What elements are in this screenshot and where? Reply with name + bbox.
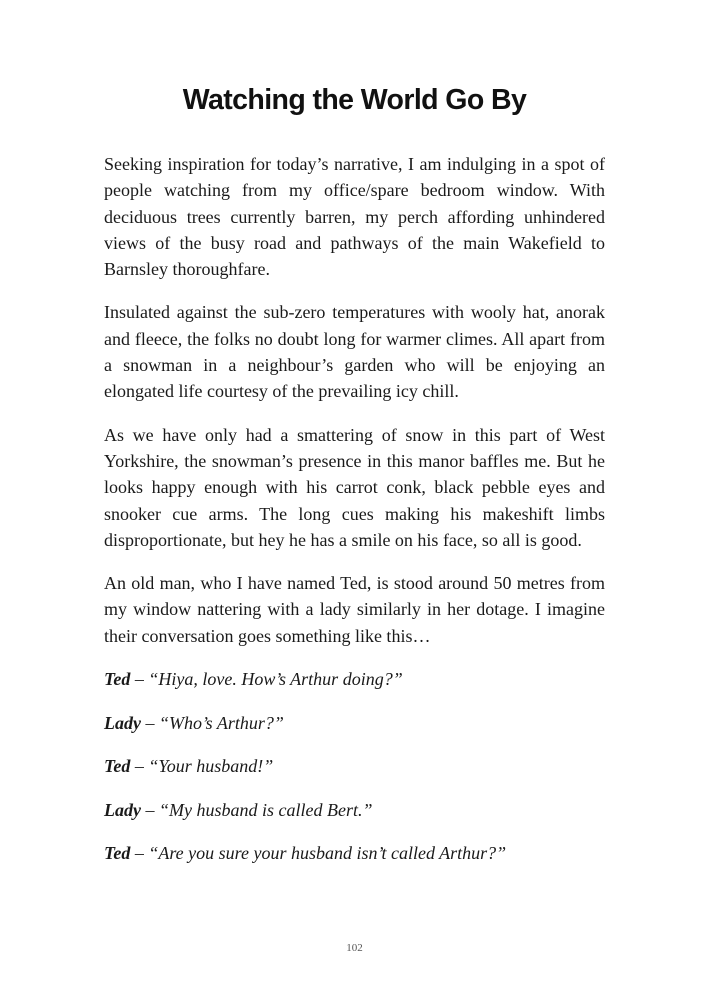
paragraph: As we have only had a smattering of snow in this part of West Yorkshire, the snowman’s presence in this manor baffles me. But he looks happy enough with his carrot conk, black pebble eyes and snooker cue arms. The long cues making his makeshift limbs disproportionate, but hey he has a smile on his face, so all is good. xyxy=(104,424,605,550)
paragraph: Insulated against the sub-zero temperatures with wooly hat, anorak and fleece, the folks no doubt long for warmer climes. All apart from a snowman in a neighbour’s garden who will be enjoying an elongated life courtesy of the prevailing icy chill. xyxy=(104,302,605,402)
chapter-title: Watching the World Go By xyxy=(182,84,527,116)
dialogue-speaker: Ted xyxy=(104,669,131,690)
dialogue-separator: – xyxy=(130,669,149,690)
dialogue-separator: – xyxy=(140,712,159,733)
dialogue-text: “Are you sure your husband isn’t called Arthur?” xyxy=(148,843,507,864)
dialogue-line xyxy=(104,753,605,779)
dialogue-line xyxy=(104,840,605,866)
dialogue-speaker: Ted xyxy=(104,843,131,864)
dialogue-line xyxy=(104,797,605,823)
dialogue-speaker: Lady xyxy=(104,712,141,733)
page-number: 102 xyxy=(346,942,363,954)
dialogue-speaker: Lady xyxy=(104,799,141,820)
dialogue-text: “My husband is called Bert.” xyxy=(158,799,373,820)
dialogue-separator: – xyxy=(140,799,159,820)
paragraph: Seeking inspiration for today’s narrative, I am indulging in a spot of people watching from my office/spare bedroom window. With deciduous trees currently barren, my perch affording unhindered views of the busy road and pathways of the main Wakefield to Barnsley thoroughfare. xyxy=(104,154,605,280)
dialogue-text: “Hiya, love. How’s Arthur doing?” xyxy=(148,669,403,690)
dialogue-speaker: Ted xyxy=(104,756,131,777)
dialogue-text: “Your husband!” xyxy=(148,756,274,777)
dialogue-text: “Who’s Arthur?” xyxy=(158,712,284,733)
dialogue-line xyxy=(104,710,605,736)
paragraph: An old man, who I have named Ted, is stood around 50 metres from my window nattering with a lady similarly in her dotage. I imagine their conversation goes something like this… xyxy=(104,573,605,646)
dialogue-line xyxy=(104,666,605,692)
dialogue-separator: – xyxy=(130,843,149,864)
page-content xyxy=(104,78,605,884)
dialogue-separator: – xyxy=(130,756,149,777)
